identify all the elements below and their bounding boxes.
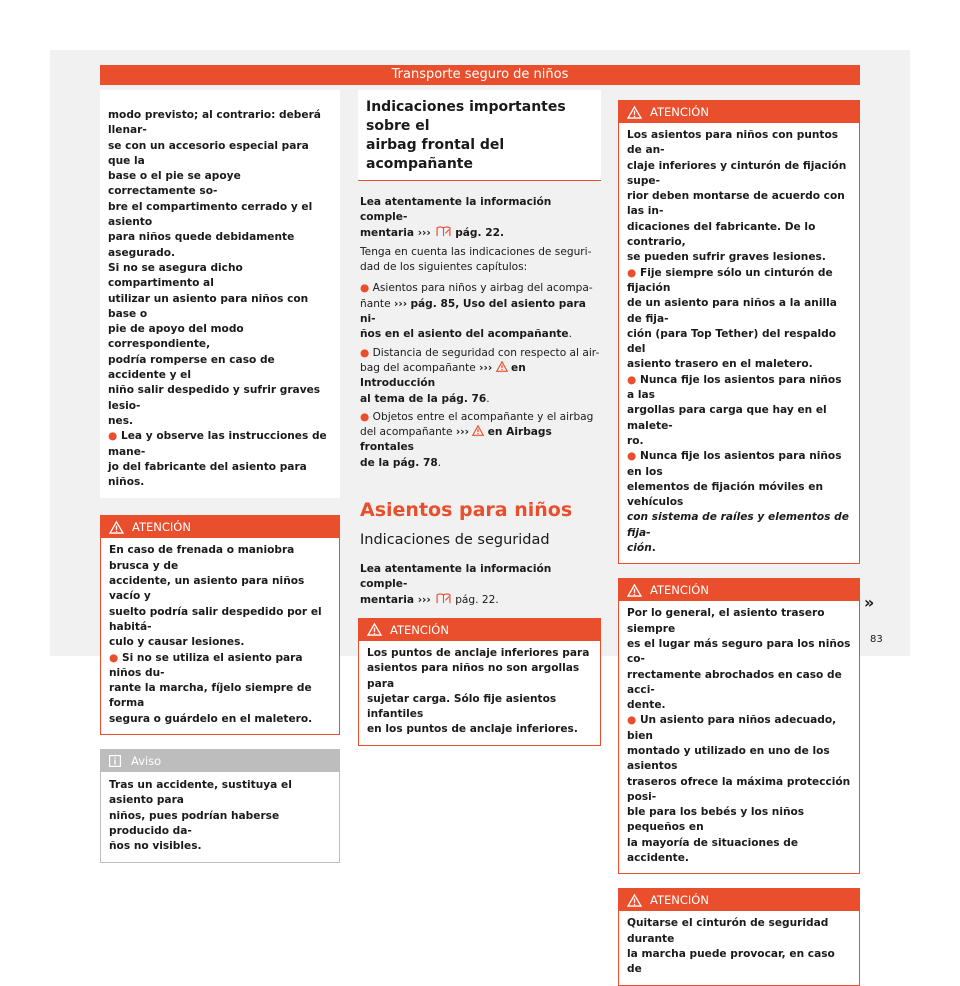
text-line: Quitarse el cinturón de seguridad durante	[627, 917, 829, 945]
read-reference: mentaria ››› pág. 22.	[360, 226, 504, 239]
bullet-item: ● Fije siempre sólo un cinturón de fijación	[627, 266, 833, 294]
text-line: ro.	[627, 434, 644, 447]
text-line: la mayoría de situaciones de accidente.	[627, 836, 799, 865]
warning-body	[619, 601, 859, 873]
warning-label: ATENCIÓN	[390, 622, 449, 637]
arrows: ›››	[417, 226, 431, 239]
book-icon	[435, 593, 452, 604]
text-line: rior deben montarse de acuerdo con las in-	[627, 190, 845, 218]
warning-triangle-icon	[367, 623, 382, 636]
list-item-cont: bag del acompañante ››› en Introducción	[360, 361, 526, 390]
list-item-cont: al tema de la pág. 76.	[360, 392, 490, 405]
page-header	[100, 65, 860, 85]
warning-box	[618, 888, 860, 985]
text-line: culo y causar lesiones.	[109, 636, 245, 649]
text-line: es el lugar más seguro para los niños co-	[627, 637, 851, 666]
text-line: Los asientos para niños con puntos de an-	[627, 129, 839, 157]
text-line: Tenga en cuenta las indicaciones de seguri-	[360, 245, 592, 258]
text-line: se pueden sufrir graves lesiones.	[627, 251, 826, 264]
cross-reference-link[interactable]: en Introducción	[360, 361, 526, 390]
bullet-icon: ●	[627, 450, 637, 463]
warning-header	[101, 516, 339, 538]
text-line: rrectamente abrochados en caso de acci-	[627, 668, 842, 696]
bullet-item: ● Nunca fije los asientos para niños a las	[627, 373, 842, 402]
arrows: ›››	[479, 361, 493, 374]
arrows: ›››	[417, 593, 431, 606]
text-line: suelto podría salir despedido por el habitá-	[109, 605, 322, 633]
cross-reference-link[interactable]: en Airbags frontales	[360, 426, 552, 454]
read-paragraph	[358, 550, 601, 608]
text-line: asientos para niños no son argollas para	[367, 662, 580, 690]
text-line: modo previsto; al contrario: deberá llenar-	[108, 109, 321, 137]
text-line: se con un accesorio especial para que la	[108, 139, 309, 167]
heading-line: airbag frontal del acompañante	[366, 137, 505, 172]
text-line: traseros ofrece la máxima protección posi-	[627, 775, 851, 803]
bullet-icon: ●	[360, 346, 370, 359]
warning-box	[618, 578, 860, 874]
bullet-icon: ●	[360, 282, 370, 295]
text-line: en los puntos de anclaje inferiores.	[367, 723, 578, 736]
bullet-icon: ●	[108, 430, 118, 443]
bullet-icon: ●	[627, 373, 637, 386]
bullet-item: ● Un asiento para niños adecuado, bien	[627, 714, 837, 742]
arrows: ›››	[393, 297, 408, 310]
text-line: elementos de fijación móviles en vehículos	[627, 480, 823, 509]
text-line: con sistema de raíles y elementos de fija-	[627, 511, 849, 539]
cross-reference-link[interactable]: ños en el asiento del acompañante	[360, 328, 569, 341]
bullet-icon: ●	[627, 714, 637, 727]
bullet-icon: ●	[360, 410, 370, 423]
warning-triangle-icon	[472, 425, 484, 436]
text-line: Lea atentamente la información comple-	[360, 196, 552, 224]
arrows: ›››	[455, 426, 469, 439]
text-line: ble para los bebés y los niños pequeños en	[627, 806, 805, 834]
column-middle	[358, 90, 601, 746]
read-reference: mentaria ››› pág. 22.	[360, 593, 499, 606]
text-line: jo del fabricante del asiento para niños.	[108, 460, 307, 489]
text-line: rante la marcha, fíjelo siempre de forma	[109, 682, 312, 710]
warning-label: ATENCIÓN	[650, 893, 709, 908]
subsection-title: Indicaciones de seguridad	[360, 532, 550, 549]
text-line: la marcha puede provocar, en caso de	[627, 947, 835, 976]
warning-triangle-icon	[627, 106, 642, 119]
text-line: ños no visibles.	[109, 840, 202, 853]
note-label: Aviso	[131, 753, 162, 768]
text-line: asiento trasero en el maletero.	[627, 358, 813, 371]
cross-reference-link[interactable]: al tema de la pág. 76	[360, 392, 487, 405]
warning-header	[359, 619, 600, 641]
warning-label: ATENCIÓN	[132, 520, 191, 535]
page-number: 83	[870, 634, 883, 645]
text-line: En caso de frenada o maniobra brusca y de	[109, 544, 295, 572]
cross-reference-link[interactable]: pág. 85, Uso del asiento para ni-	[360, 297, 586, 326]
note-body	[101, 772, 339, 862]
header-title: Transporte seguro de niños	[391, 67, 569, 82]
heading-line: Indicaciones importantes sobre el	[366, 99, 566, 134]
column-right	[618, 90, 860, 986]
text-line: montado y utilizado en uno de los asientos	[627, 744, 830, 773]
warning-box	[618, 100, 860, 564]
text-line: Por lo general, el asiento trasero siempre	[627, 607, 825, 635]
text-line: podría romperse en caso de accidente y el	[108, 353, 275, 382]
bullet-icon: ●	[109, 651, 119, 664]
info-icon	[109, 755, 121, 767]
intro-paragraph	[100, 90, 340, 498]
note-box	[100, 749, 340, 863]
warning-triangle-icon	[627, 894, 642, 907]
text-line: nes.	[108, 414, 134, 427]
warning-triangle-icon	[627, 584, 642, 597]
list-item-cont: ñante ››› pág. 85, Uso del asiento para ni-	[360, 297, 586, 326]
bullet-item: ● Si no se utiliza el asiento para niños du-	[109, 651, 303, 679]
warning-header	[619, 579, 859, 601]
warning-label: ATENCIÓN	[650, 583, 709, 598]
text-line: base o el pie se apoye correctamente so-	[108, 170, 241, 198]
text-line: dente.	[627, 699, 666, 712]
text-line: Tras un accidente, sustituya el asiento para	[109, 778, 292, 807]
text-line: pie de apoyo del modo correspondiente,	[108, 323, 244, 351]
text-line: argollas para carga que hay en el malete-	[627, 404, 827, 432]
warning-label: ATENCIÓN	[650, 105, 709, 119]
continue-mark: »	[864, 593, 875, 612]
list-item-cont: ños en el asiento del acompañante.	[360, 328, 572, 341]
list-item-cont: de la pág. 78.	[360, 456, 442, 469]
text-line: ción (para Top Tether) del respaldo del	[627, 327, 836, 356]
text-line: para niños quede debidamente asegurado.	[108, 231, 295, 259]
text-line: dad de los siguientes capítulos:	[360, 261, 528, 274]
page-reference[interactable]: pág. 22.	[455, 593, 499, 606]
bullet-item: ● Nunca fije los asientos para niños en los	[627, 450, 842, 478]
warning-triangle-icon	[109, 521, 124, 534]
text-line: bre el compartimento cerrado y el asiento	[108, 200, 313, 229]
list-item: ● Asientos para niños y airbag del acompa-	[360, 282, 593, 295]
text-line: Los puntos de anclaje inferiores para	[367, 646, 590, 659]
column-left	[100, 90, 340, 863]
page-reference[interactable]: pág. 22.	[455, 226, 504, 239]
text-line: niños, pues podrían haberse producido da-	[109, 809, 280, 837]
cross-reference-link[interactable]: de la pág. 78	[360, 456, 438, 469]
book-icon	[435, 226, 452, 237]
text-line: Lea atentamente la información comple-	[360, 563, 552, 591]
bullet-item: ● Lea y observe las instrucciones de mane-	[108, 430, 327, 458]
section-heading-airbag	[358, 90, 601, 181]
text-line: niño salir despedido y sufrir graves lesio-	[108, 384, 321, 412]
text-line: utilizar un asiento para niños con base o	[108, 292, 309, 320]
list-item: ● Objetos entre el acompañante y el airbag	[360, 410, 594, 423]
warning-triangle-icon	[496, 361, 508, 372]
text-line: sujetar carga. Sólo fije asientos infantiles	[367, 692, 557, 721]
bullet-icon: ●	[627, 266, 637, 279]
text-line: claje inferiores y cinturón de fijación supe-	[627, 159, 847, 187]
text-line: ción.	[627, 542, 656, 555]
text-line: de un asiento para niños a la anilla de fija-	[627, 297, 837, 325]
warning-body	[619, 911, 859, 984]
section-title: Asientos para niños	[360, 499, 573, 522]
text-line: dicaciones del fabricante. De lo contrario,	[627, 220, 816, 249]
list-item: ● Distancia de seguridad con respecto al air-	[360, 346, 600, 359]
text-line: segura o guárdelo en el maletero.	[109, 712, 313, 725]
warning-header	[619, 101, 859, 123]
text-line: accidente, un asiento para niños vacío y	[109, 575, 305, 603]
note-header	[101, 750, 339, 772]
warning-header	[619, 889, 859, 911]
warning-body	[619, 123, 859, 563]
warning-body	[359, 641, 600, 745]
warning-box	[100, 515, 340, 735]
list-item-cont: del acompañante ››› en Airbags frontales	[360, 426, 552, 454]
text-line: Si no se asegura dicho compartimento al	[108, 261, 243, 290]
main-text	[358, 181, 601, 471]
warning-box	[358, 618, 601, 746]
warning-body	[101, 538, 339, 734]
